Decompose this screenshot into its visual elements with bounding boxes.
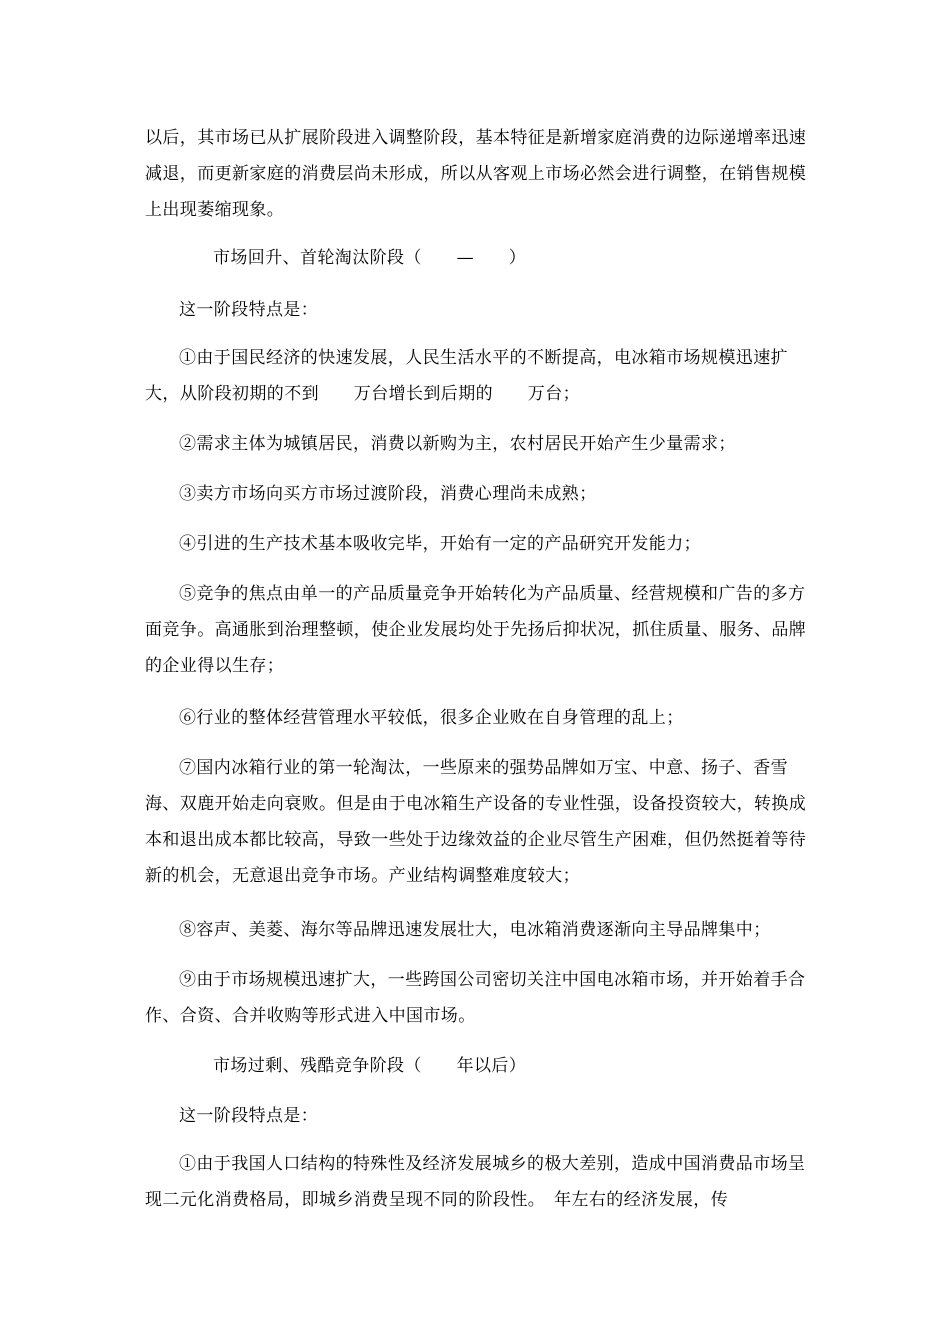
paragraph-feature-5: ⑤竞争的焦点由单一的产品质量竞争开始转化为产品质量、经营规模和广告的多方面竞争。高通胀到治理整顿，使企业发展均处于先扬后抑状况，抓住质量、服务、品牌的企业得以生存； (145, 584, 807, 676)
paragraph-feature-3: ③卖方市场向买方市场过渡阶段，消费心理尚未成熟； (179, 484, 597, 504)
paragraph-stage-features-2: 这一阶段特点是： (179, 1106, 319, 1126)
paragraph-feature-7: ⑦国内冰箱行业的第一轮淘汰，一些原来的强势品牌如万宝、中意、扬子、香雪海、双鹿开始走向衰败。但是由于电冰箱生产设备的专业性强，设备投资较大，转换成本和退出成本都比较高，导致一些处于边缘效益的企业尽管生产困难，但仍然挺着等待新的机会，无意退出竞争市场。产业结构调整难度较大； (145, 758, 807, 886)
paragraph-stage-features-1: 这一阶段特点是： (179, 300, 319, 320)
paragraph-feature-8: ⑧容声、美菱、海尔等品牌迅速发展壮大，电冰箱消费逐渐向主导品牌集中； (179, 920, 771, 940)
paragraph-market-adjustment: 以后，其市场已从扩展阶段进入调整阶段，基本特征是新增家庭消费的边际递增率迅速减退，而更新家庭的消费层尚未形成，所以从客观上市场必然会进行调整，在销售规模上出现萎缩现象。 (145, 128, 807, 220)
paragraph-feature-2: ②需求主体为城镇居民，消费以新购为主，农村居民开始产生少量需求； (179, 434, 736, 454)
heading-market-recovery-stage: 市场回升、首轮淘汰阶段（ — ） (213, 248, 527, 268)
paragraph-feature-1: ①由于国民经济的快速发展，人民生活水平的不断提高，电冰箱市场规模迅速扩大，从阶段初期的不到 万台增长到后期的 万台； (145, 348, 788, 404)
paragraph-feature-6: ⑥行业的整体经营管理水平较低，很多企业败在自身管理的乱上； (179, 708, 684, 728)
heading-market-surplus-stage: 市场过剩、残酷竞争阶段（ 年以后） (213, 1056, 527, 1076)
paragraph-surplus-feature-1: ①由于我国人口结构的特殊性及经济发展城乡的极大差别，造成中国消费品市场呈现二元化消费格局，即城乡消费呈现不同的阶段性。 年左右的经济发展，传 (145, 1154, 806, 1210)
paragraph-feature-9: ⑨由于市场规模迅速扩大，一些跨国公司密切关注中国电冰箱市场，并开始着手合作、合资、合并收购等形式进入中国市场。 (145, 970, 806, 1026)
paragraph-feature-4: ④引进的生产技术基本吸收完毕，开始有一定的产品研究开发能力； (179, 534, 701, 554)
